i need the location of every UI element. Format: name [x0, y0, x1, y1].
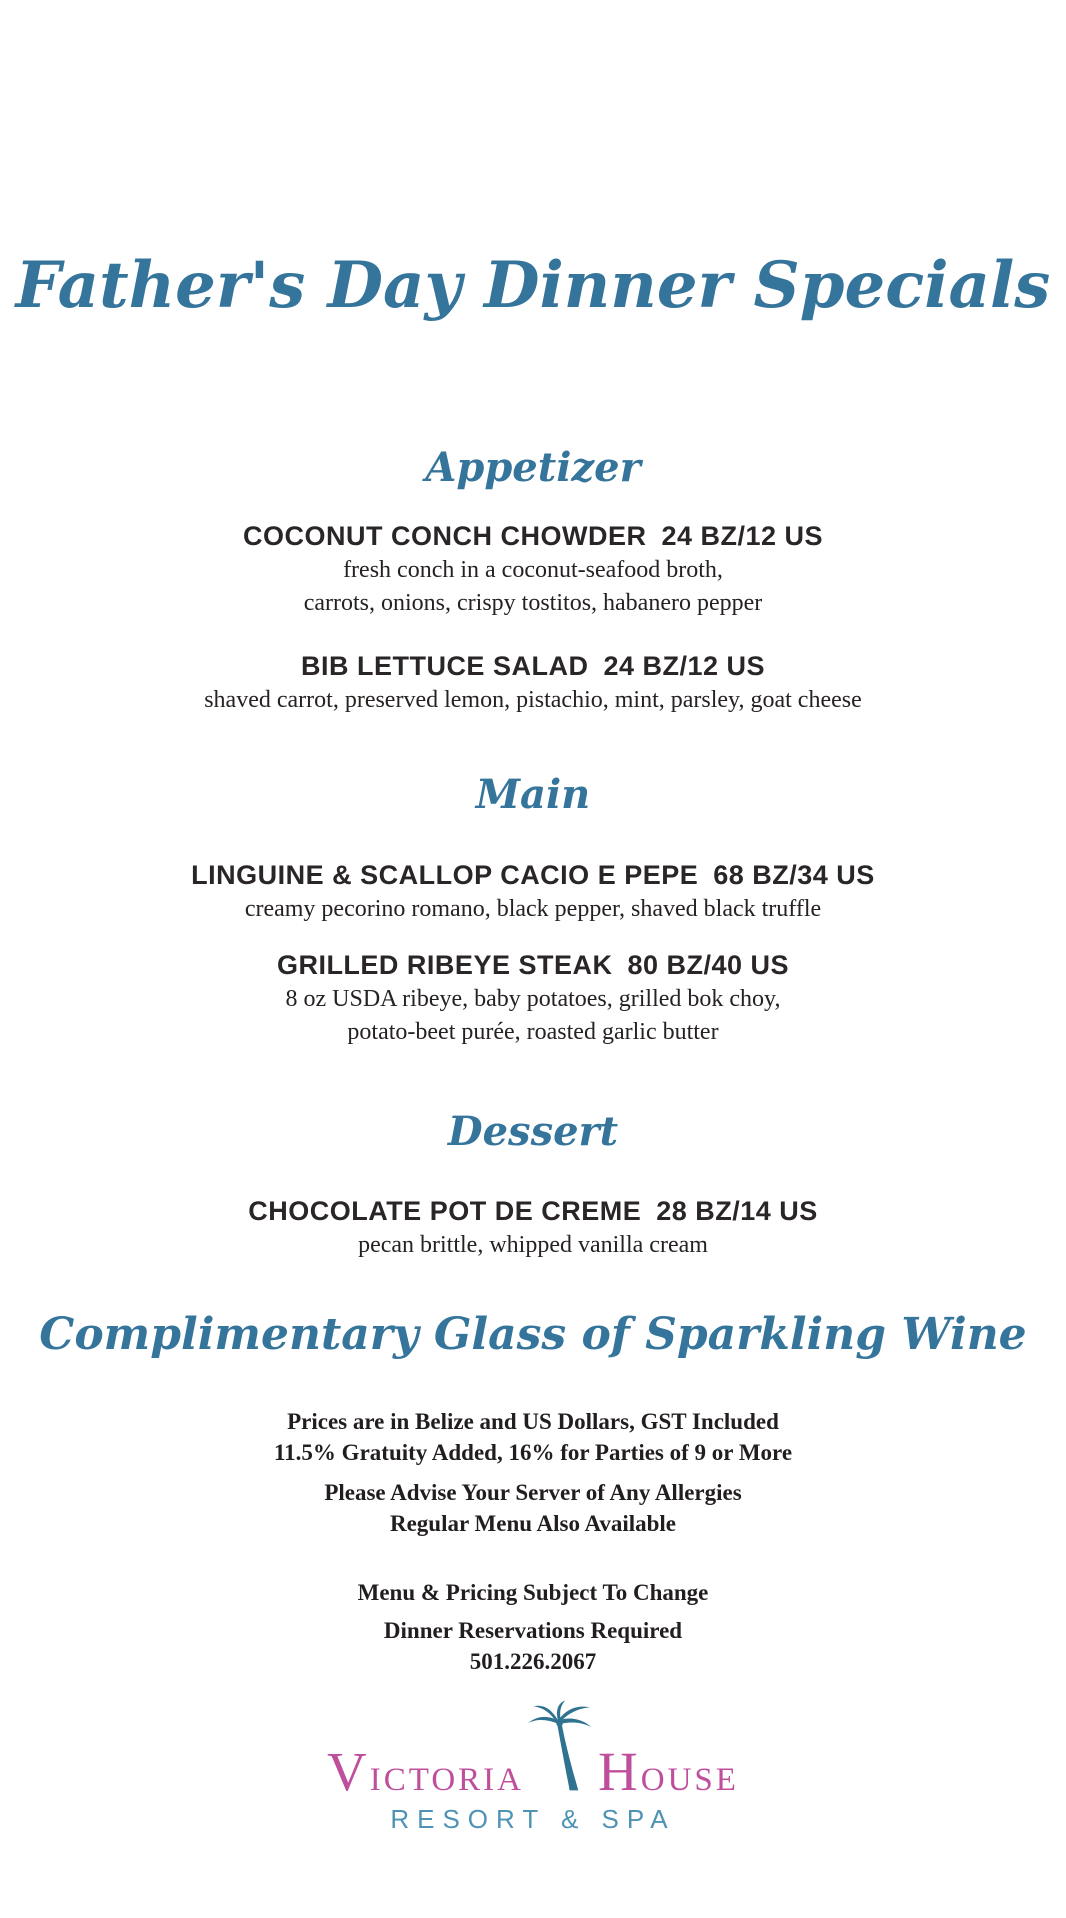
menu-item-price: 68 BZ/34 US [713, 860, 875, 890]
description-line: shaved carrot, preserved lemon, pistachio, mint, parsley, goat cheese [204, 687, 862, 713]
menu-item-title [0, 857, 1066, 893]
menu-item-title [0, 947, 1066, 983]
menu-item-price: 24 BZ/12 US [661, 521, 824, 551]
promo-banner: Complimentary Glass of Sparkling Wine [39, 1309, 1027, 1360]
allergy-note: Please Advise Your Server of Any Allergies [324, 1480, 742, 1505]
reservation-note: Dinner Reservations Required [383, 1618, 683, 1643]
menu-item-price: 80 BZ/40 US [627, 950, 790, 980]
page-title: Father's Day Dinner Specials [15, 248, 1051, 323]
reservation-notes [0, 1615, 1066, 1677]
change-notes [0, 1577, 1066, 1608]
logo-word-victoria: VICTORIA [327, 1741, 525, 1802]
section-heading-dessert: Dessert [447, 1108, 619, 1155]
section-heading-appetizer: Appetizer [425, 444, 641, 491]
description-line: 8 oz USDA ribeye, baby potatoes, grilled bok choy, [285, 986, 781, 1012]
gratuity-note: 11.5% Gratuity Added, 16% for Parties of 9 or More [273, 1440, 793, 1465]
section-heading-main: Main [475, 771, 591, 818]
subject-to-change-note: Menu & Pricing Subject To Change [357, 1580, 709, 1605]
logo-subtitle: RESORT & SPA [390, 1804, 676, 1834]
menu-item-price: 28 BZ/14 US [656, 1196, 818, 1226]
logo-wordmark [0, 1691, 1066, 1802]
service-notes [0, 1477, 1066, 1539]
pricing-note: Prices are in Belize and US Dollars, GST Included [287, 1409, 779, 1434]
menu-item-name: LINGUINE & SCALLOP CACIO E PEPE [191, 860, 699, 890]
phone-number: 501.226.2067 [469, 1649, 597, 1674]
menu-item-description [0, 684, 1066, 717]
description-line: pecan brittle, whipped vanilla cream [358, 1232, 708, 1258]
menu-item-name: GRILLED RIBEYE STEAK [276, 950, 613, 980]
description-line: creamy pecorino romano, black pepper, shaved black truffle [244, 896, 822, 922]
logo-word-house: HOUSE [598, 1741, 739, 1802]
palm-tree-icon [525, 1691, 597, 1809]
resort-logo [0, 1691, 1066, 1835]
menu-item-description [0, 554, 1066, 620]
menu-item-description [0, 1229, 1066, 1262]
regular-menu-note: Regular Menu Also Available [389, 1511, 677, 1536]
menu-item-price: 24 BZ/12 US [603, 651, 766, 681]
description-line: potato-beet purée, roasted garlic butter [347, 1019, 719, 1045]
description-line: carrots, onions, crispy tostitos, habanero pepper [303, 590, 763, 616]
pricing-notes [0, 1406, 1066, 1468]
menu-item-description [0, 893, 1066, 926]
description-line: fresh conch in a coconut-seafood broth, [343, 557, 723, 583]
menu-item-description [0, 983, 1066, 1049]
menu-item-title [0, 1193, 1066, 1229]
menu-item-name: COCONUT CONCH CHOWDER [242, 521, 647, 551]
menu-item-name: CHOCOLATE POT DE CREME [248, 1196, 642, 1226]
menu-item-title [0, 518, 1066, 554]
menu-item-name: BIB LETTUCE SALAD [300, 651, 589, 681]
menu-item-title [0, 648, 1066, 684]
